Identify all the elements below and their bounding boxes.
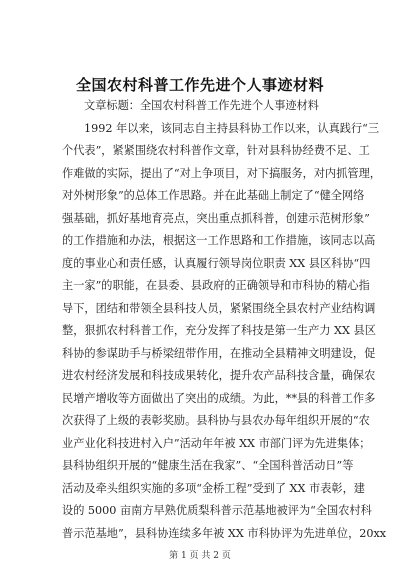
body-text-line: 对外树形象”的总体工作思路。并在此基础上制定了“健全网络 xyxy=(62,189,365,202)
body-text-line: 强基础，抓好基地育亮点，突出重点抓科普，创建示范树形象” xyxy=(62,211,370,225)
article-title-line: 文章标题：全国农村科普工作先进个人事迹材料 xyxy=(84,99,319,112)
body-text-line: 次获得了上级的表彰奖励。县科协与县农办每年组织开展的“农 xyxy=(62,414,370,427)
body-text-line: 作难做的实际，提出了“对上争项目，对下搞服务，对内抓管理， xyxy=(62,166,381,180)
body-text-line: 整，狠抓农村科普工作，充分发挥了科技是第一生产力 XX 县区 xyxy=(62,324,376,337)
body-text-line: 的工作措施和办法，根据这一工作思路和工作措施，该同志以高 xyxy=(62,234,376,247)
body-text-line: 科协的参谋助手与桥梁纽带作用，在推动全县精神文明建设，促 xyxy=(62,346,376,360)
body-text-line: 县科协组织开展的“健康生活在我家”、“全国科普活动日”等 xyxy=(62,459,354,472)
body-text-line: 普示范基地”，县科协连续多年被 XX 市科协评为先进单位，20xx xyxy=(62,526,387,540)
body-text-line: 导下，团结和带领全县科技人员，紧紧围绕全县农村产业结构调 xyxy=(62,301,376,315)
body-text-line: 个代表”，紧紧围绕农村科普作文章，针对县科协经费不足、工 xyxy=(62,144,370,157)
body-text-line: 主一家”的职能，在县委、县政府的正确领导和市科协的精心指 xyxy=(62,279,370,292)
body-text-line: 1992 年以来，该同志自主持县科协工作以来，认真践行“三 xyxy=(84,121,380,135)
body-text-line: 民增产增收等方面做出了突出的成绩。为此，**县的科普工作多 xyxy=(62,391,376,405)
body-text-line: 设的 5000 亩南方早熟优质梨科普示范基地被评为“全国农村科 xyxy=(62,504,372,517)
page-number: 第 1 页 共 2 页 xyxy=(169,551,231,561)
document-title: 全国农村科普工作先进个人事迹材料 xyxy=(75,76,324,94)
body-text-line: 度的事业心和责任感，认真履行领导岗位职责 XX 县区科协“四 xyxy=(62,256,371,270)
body-text-line: 活动及牵头组织实施的多项“金桥工程”受到了 XX 市表彰，建 xyxy=(62,481,365,495)
body-text-line: 业产业化科技进村入户”活动年年被 XX 市部门评为先进集体； xyxy=(62,436,371,450)
body-text-line: 进农村经济发展和科技成果转化，提升农产品科技含量，确保农 xyxy=(62,369,376,382)
